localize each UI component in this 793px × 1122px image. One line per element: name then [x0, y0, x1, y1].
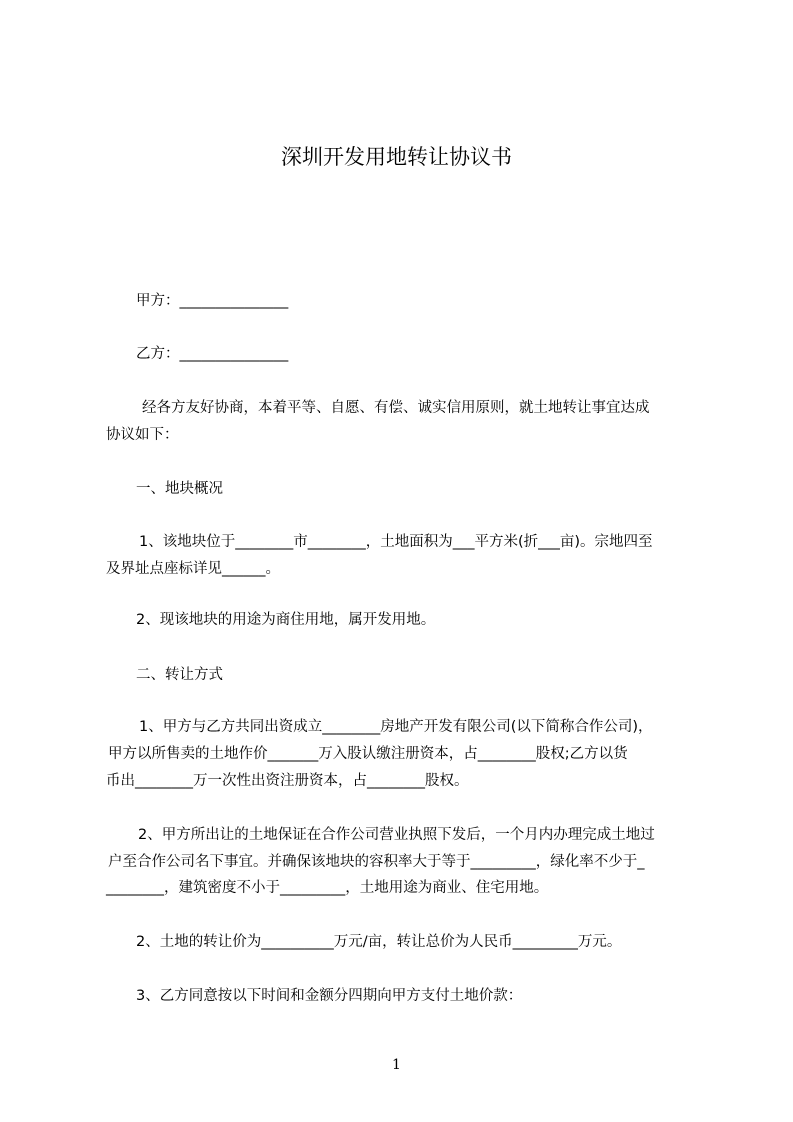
section2-p2-line-3: ________，建筑密度不小于_________，土地用途为商业、住宅用地。: [106, 880, 549, 896]
page-number: 1: [392, 1057, 401, 1073]
section-heading-1: 一、地块概况: [136, 481, 223, 497]
section2-p4: 3、乙方同意按以下时间和金额分四期向甲方支付土地价款：: [136, 988, 523, 1004]
intro-line-2: 协议如下：: [106, 427, 179, 443]
page-title: 深圳开发用地转让协议书: [281, 145, 512, 169]
section1-item2: 2、现该地块的用途为商住用地，属开发用地。: [136, 612, 436, 628]
section1-item1-line-2: 及界址点座标详见______。: [106, 561, 280, 577]
section-heading-2: 二、转让方式: [136, 667, 223, 683]
section2-p2-line-1: 2、甲方所出让的土地保证在合作公司营业执照下发后，一个月内办理完成土地过: [138, 827, 655, 843]
intro-line-1: 经各方友好协商，本着平等、自愿、有偿、诚实信用原则，就土地转让事宜达成: [142, 400, 650, 416]
section2-p1-line-2: 甲方以所售卖的土地作价_______万入股认缴注册资本，占________股权;乙方以货: [108, 746, 628, 762]
section2-p1-line-1: 1、甲方与乙方共同出资成立________房地产开发有限公司(以下简称合作公司)，: [139, 719, 653, 735]
party-b-line: 乙方：_______________: [136, 346, 289, 362]
party-a-line: 甲方：_______________: [136, 293, 289, 309]
section2-p2-line-2: 户至合作公司名下事宜。并确保该地块的容积率大于等于_________，绿化率不少于_: [108, 854, 645, 870]
section1-item1-line-1: 1、该地块位于________市________，土地面积为___平方米(折___亩)。宗地四至: [139, 534, 653, 550]
section2-p1-line-3: 币出________万一次性出资注册资本，占________股权。: [106, 773, 469, 789]
section2-p3: 2、土地的转让价为__________万元/亩，转让总价为人民币_________万元。: [136, 934, 622, 950]
